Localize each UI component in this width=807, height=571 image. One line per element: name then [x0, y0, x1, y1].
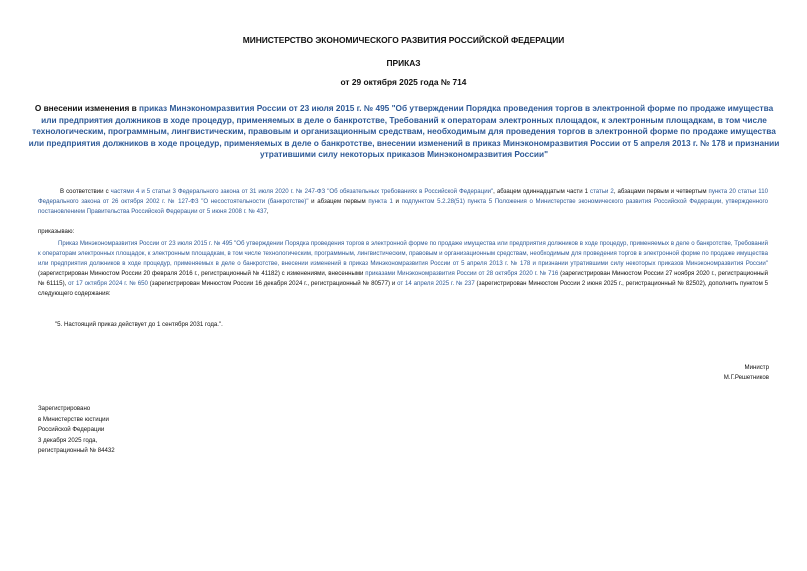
- signatory-name: М.Г.Решетников: [723, 374, 769, 381]
- document-title: [28, 103, 780, 161]
- amendment-text: (зарегистрирован Минюстом России 20 февраля 2016 г., регистрационный № 41182) с изменениями, внесенными: [38, 269, 366, 277]
- regulation-link[interactable]: подпунктом 5.2.28(51) пункта 5 Положения о Министерстве экономического развития Российской Федерации, утвержденного постановлением Правительства Российской Федерации от 5 июня 2008 г. № 437: [38, 197, 768, 215]
- amendment-text: (зарегистрирован Минюстом России 2 июня 2025 г., регистрационный № 82502), дополнить пунктом 5 следующего содержания:: [38, 279, 768, 297]
- amendment-paragraph: [38, 239, 768, 298]
- order-716-link[interactable]: приказами Минэкономразвития России от 28 октября 2020 г. № 716: [365, 269, 559, 277]
- ministry-name: МИНИСТЕРСТВО ЭКОНОМИЧЕСКОГО РАЗВИТИЯ РОССИЙСКОЙ ФЕДЕРАЦИИ: [242, 35, 565, 45]
- amendment-text: (зарегистрирован Минюстом России 16 декабря 2024 г., регистрационный № 80577) и: [147, 279, 398, 287]
- point-1-link[interactable]: пункта 1: [368, 197, 393, 205]
- amendment-text: (зарегистрирован Минюстом России 27 ноября 2020 г., регистрационный № 61115),: [38, 269, 769, 287]
- preamble-text: , абзацем одиннадцатым части 1: [493, 188, 591, 195]
- article-2-link[interactable]: статьи 2: [590, 188, 614, 195]
- law-247-link[interactable]: частями 4 и 5 статьи 3 Федерального закона от 31 июля 2020 г. № 247-ФЗ "Об обязательных требованиях в Российской Федерации": [110, 188, 494, 195]
- preamble-text: ,: [266, 207, 269, 215]
- law-127-link[interactable]: пункта 20 статьи 110 Федерального закона от 26 октября 2002 г. № 127-ФЗ "О несостоятельности (банкротстве)": [38, 188, 769, 205]
- signatory-title: Министр: [744, 364, 769, 371]
- new-point-text: "5. Настоящий приказ действует до 1 сентября 2031 года.".: [55, 321, 223, 328]
- title-prefix: О внесении изменения в: [34, 103, 139, 113]
- decree-word: приказываю:: [38, 228, 75, 235]
- preamble-text: , абзацами первым и четвертым: [613, 188, 709, 195]
- registration-line: в Министерстве юстиции: [38, 416, 109, 423]
- preamble-text: В соответствии с: [60, 188, 111, 195]
- order-237-link[interactable]: от 14 апреля 2025 г. № 237: [397, 279, 475, 287]
- order-650-link[interactable]: от 17 октября 2024 г. № 650: [68, 279, 148, 287]
- order-type: ПРИКАЗ: [386, 58, 421, 68]
- registration-line: Зарегистрировано: [38, 405, 91, 412]
- preamble-text: и абзацем первым: [308, 197, 369, 205]
- order-495-link[interactable]: Приказ Минэкономразвития России от 23 июля 2015 г. № 495 "Об утверждении Порядка проведения торгов в электронной форме по продаже имущества или предприятия должников в ходе процедур, применяемых в деле о банкротстве, Требований к операторам электронных площадок, к электронным площадкам, в том числе технологическим, программным, лингвистическим, правовым и организационным средствам, необходимым для проведения торгов в электронной форме по продаже имущества или предприятия должников в ходе процедур, применяемых в деле о банкротстве, внесении изменений в приказ Минэкономразвития России от 5 апреля 2013 г. № 178 и признании утратившими силу некоторых приказов Минэкономразвития России": [38, 240, 768, 267]
- order-date: от 29 октября 2025 года № 714: [340, 77, 467, 87]
- preamble-paragraph: [38, 187, 768, 217]
- preamble-text: и: [392, 197, 402, 205]
- registration-line: регистрационный № 84432: [38, 447, 115, 454]
- registration-line: Российской Федерации: [38, 426, 105, 433]
- title-link[interactable]: приказ Минэкономразвития России от 23 июля 2015 г. № 495 "Об утверждении Порядка проведения торгов в электронной форме по продаже имущества или предприятия должников в ходе процедур, применяемых в деле о банкротстве, Требований к операторам электронных площадок, к электронным площадкам, в том числе технологическим, программным, лингвистическим, правовым и организационным средствам, необходимым для проведения торгов в электронной форме по продаже имущества или предприятия должников в ходе процедур, применяемых в деле о банкротстве, внесении изменений в приказ Минэкономразвития России от 5 апреля 2013 г. № 178 и признании утратившими силу некоторых приказов Минэкономразвития России": [28, 103, 780, 160]
- registration-line: 3 декабря 2025 года,: [38, 437, 98, 444]
